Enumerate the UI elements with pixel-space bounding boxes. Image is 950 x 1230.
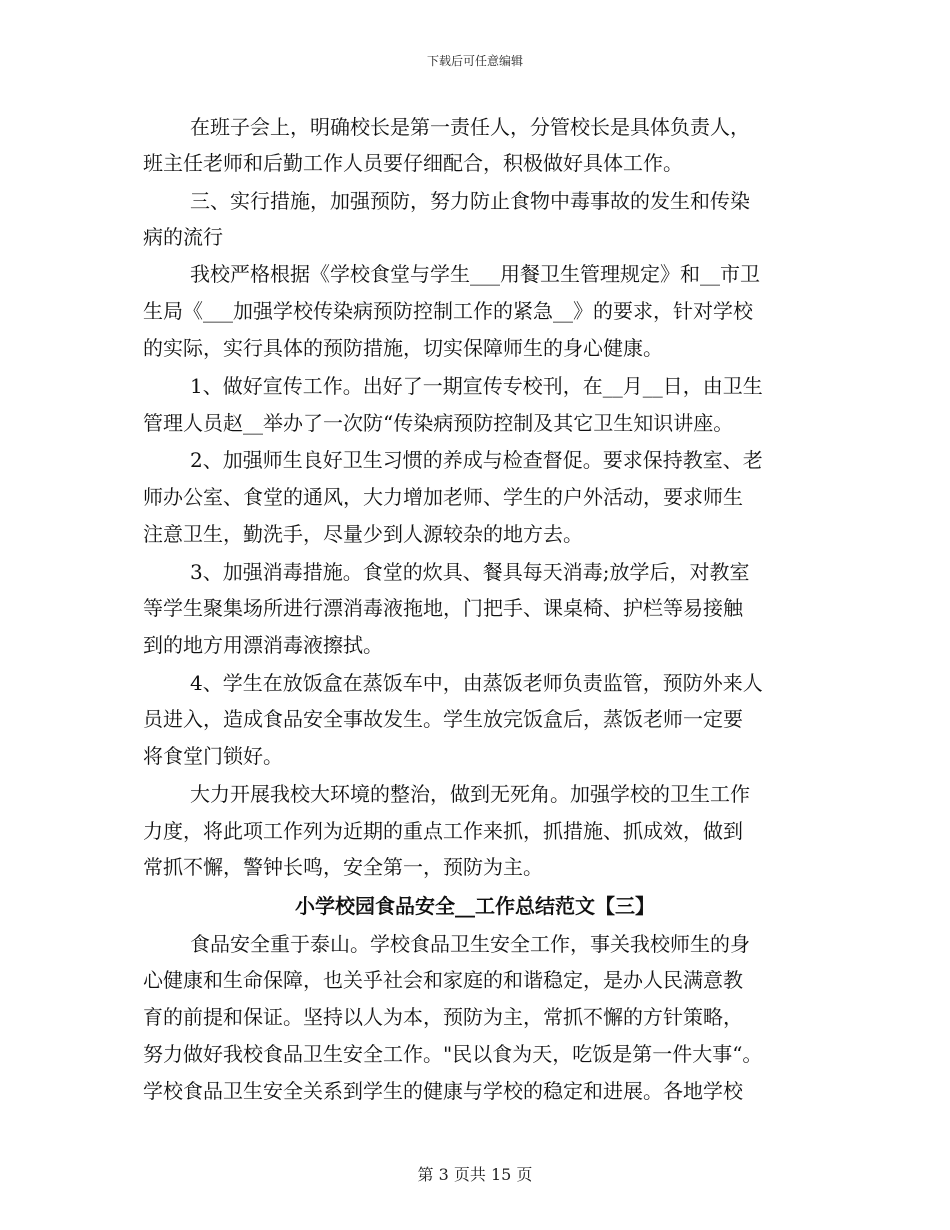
paragraph-line: 力度，将此项工作列为近期的重点工作来抓，抓措施、抓成效，做到 <box>143 819 743 843</box>
paragraph-line: 到的地方用漂消毒液擦拭。 <box>143 633 383 657</box>
paragraph-line: 心健康和生命保障，也关乎社会和家庭的和谐稳定，是办人民满意教 <box>143 968 743 992</box>
paragraph-line: 常抓不懈，警钟长鸣，安全第一，预防为主。 <box>143 855 543 879</box>
paragraph-line: 三、实行措施，加强预防，努力防止食物中毒事故的发生和传染 <box>190 189 750 213</box>
paragraph-line: 管理人员赵__举办了一次防“传染病预防控制及其它卫生知识讲座。 <box>143 411 734 435</box>
paragraph-line: 4、学生在放饭盒在蒸饭车中，由蒸饭老师负责监管，预防外来人 <box>190 671 763 695</box>
paragraph-line: 我校严格根据《学校食堂与学生___用餐卫生管理规定》和__市卫 <box>190 262 760 286</box>
paragraph-line: 员进入，造成食品安全事故发生。学生放完饭盒后，蒸饭老师一定要 <box>143 707 743 731</box>
paragraph-line: 大力开展我校大环境的整治，做到无死角。加强学校的卫生工作 <box>190 782 750 806</box>
paragraph-line: 1、做好宣传工作。出好了一期宣传专校刊，在__月__日，由卫生 <box>190 374 763 398</box>
paragraph-line: 在班子会上，明确校长是第一责任人，分管校长是具体负责人， <box>190 115 750 139</box>
paragraph-line: 病的流行 <box>143 225 223 249</box>
paragraph-line: 的实际，实行具体的预防措施，切实保障师生的身心健康。 <box>143 336 663 360</box>
paragraph-line: 注意卫生，勤洗手，尽量少到人源较杂的地方去。 <box>143 522 583 546</box>
paragraph-line: 学校食品卫生安全关系到学生的健康与学校的稳定和进展。各地学校 <box>143 1079 743 1103</box>
paragraph-line: 2、加强师生良好卫生习惯的养成与检查督促。要求保持教室、老 <box>190 448 763 472</box>
paragraph-line: 等学生聚集场所进行漂消毒液拖地，门把手、课桌椅、护栏等易接触 <box>143 596 743 620</box>
paragraph-line: 育的前提和保证。坚持以人为本，预防为主，常抓不懈的方针策略， <box>143 1005 743 1029</box>
section-title: 小学校园食品安全__工作总结范文【三】 <box>295 894 655 918</box>
page-footer: 第 3 页共 15 页 <box>417 1165 533 1184</box>
paragraph-line: 3、加强消毒措施。食堂的炊具、餐具每天消毒;放学后，对教室 <box>190 560 750 584</box>
paragraph-line: 努力做好我校食品卫生安全工作。"民以食为天，吃饭是第一件大事“。 <box>143 1042 763 1066</box>
paragraph-line: 将食堂门锁好。 <box>143 744 283 768</box>
paragraph-line: 生局《___加强学校传染病预防控制工作的紧急__》的要求，针对学校 <box>143 299 753 323</box>
paragraph-line: 班主任老师和后勤工作人员要仔细配合，积极做好具体工作。 <box>143 151 683 175</box>
paragraph-line: 食品安全重于泰山。学校食品卫生安全工作，事关我校师生的身 <box>190 932 750 956</box>
page-header: 下载后可任意编辑 <box>426 54 523 68</box>
paragraph-line: 师办公室、食堂的通风，大力增加老师、学生的户外活动，要求师生 <box>143 485 743 509</box>
